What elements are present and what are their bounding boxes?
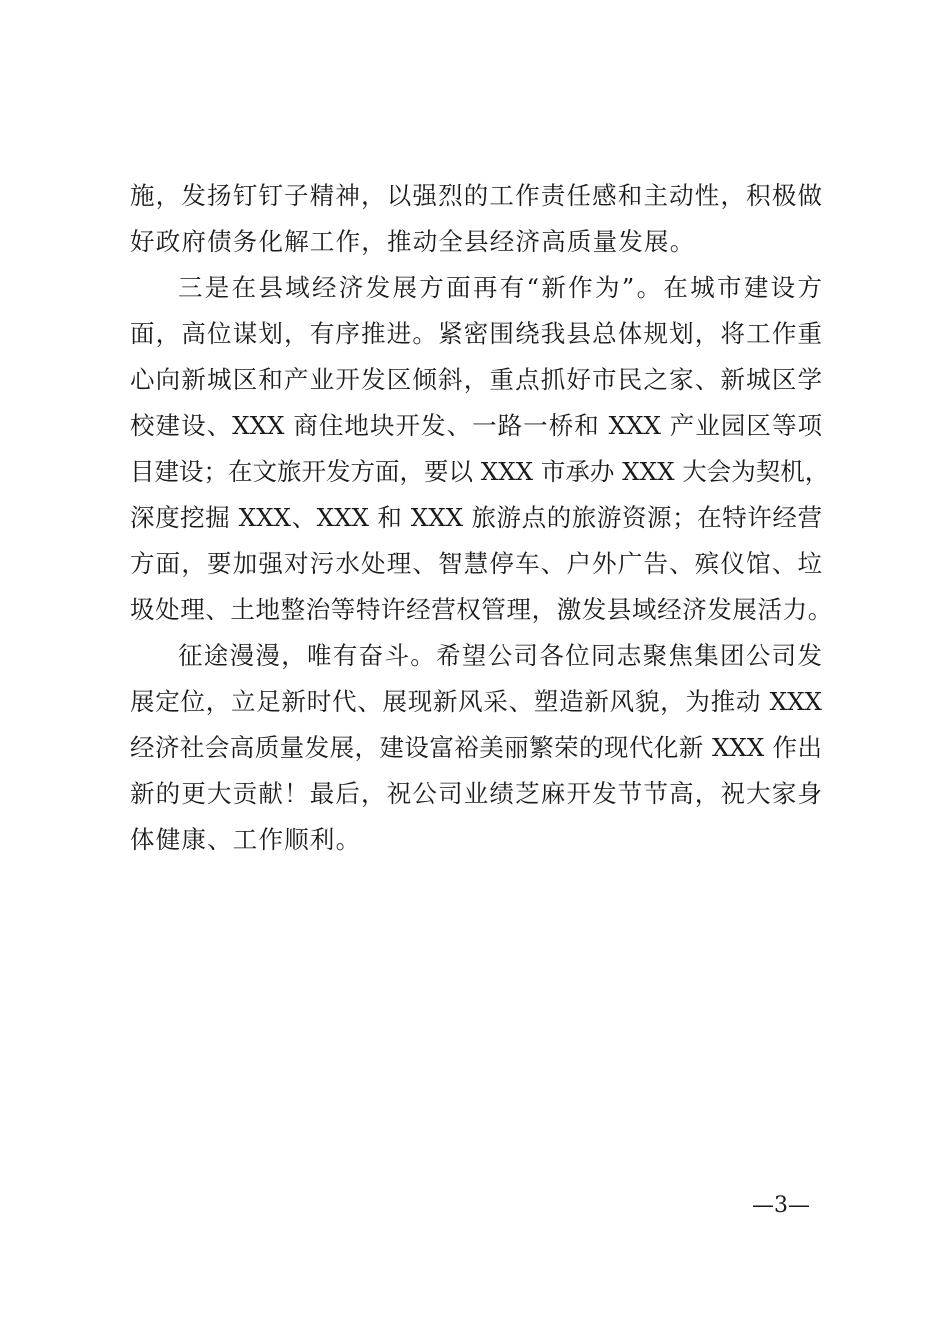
paragraph-2-line-4: 校建设、XXX 商住地块开发、一路一桥和 XXX 产业园区等项 bbox=[130, 411, 822, 440]
paragraph-3-line-2: 展定位，立足新时代、展现新风采、塑造新风貌，为推动 XXX bbox=[130, 687, 822, 716]
paragraph-3-line-3: 经济社会高质量发展，建设富裕美丽繁荣的现代化新 XXX 作出 bbox=[130, 733, 822, 762]
paragraph-2-line-6: 深度挖掘 XXX、XXX 和 XXX 旅游点的旅游资源；在特许经营 bbox=[130, 503, 822, 532]
paragraph-3-line-5: 体健康、工作顺利。 bbox=[130, 825, 362, 854]
paragraph-2-line-3: 心向新城区和产业开发区倾斜，重点抓好市民之家、新城区学 bbox=[130, 365, 822, 394]
paragraph-2-line-7: 方面，要加强对污水处理、智慧停车、户外广告、殡仪馆、垃 bbox=[130, 549, 822, 578]
paragraph-1-line-2: 好政府债务化解工作，推动全县经济高质量发展。 bbox=[130, 227, 696, 256]
paragraph-2-line-8: 圾处理、土地整治等特许经营权管理，激发县域经济发展活力。 bbox=[130, 595, 833, 624]
paragraph-2-line-5: 目建设；在文旅开发方面，要以 XXX 市承办 XXX 大会为契机， bbox=[130, 457, 830, 486]
paragraph-2-line-2: 面，高位谋划，有序推进。紧密围绕我县总体规划，将工作重 bbox=[130, 319, 822, 348]
paragraph-3-line-1: 征途漫漫，唯有奋斗。希望公司各位同志聚焦集团公司发 bbox=[178, 641, 822, 670]
paragraph-3-line-4: 新的更大贡献！最后，祝公司业绩芝麻开发节节高，祝大家身 bbox=[130, 779, 822, 808]
paragraph-1-line-1: 施，发扬钉钉子精神，以强烈的工作责任感和主动性，积极做 bbox=[130, 181, 822, 210]
paragraph-2-line-1: 三是在县域经济发展方面再有“新作为”。在城市建设方 bbox=[178, 273, 822, 302]
page-number: —3— bbox=[752, 1193, 810, 1218]
